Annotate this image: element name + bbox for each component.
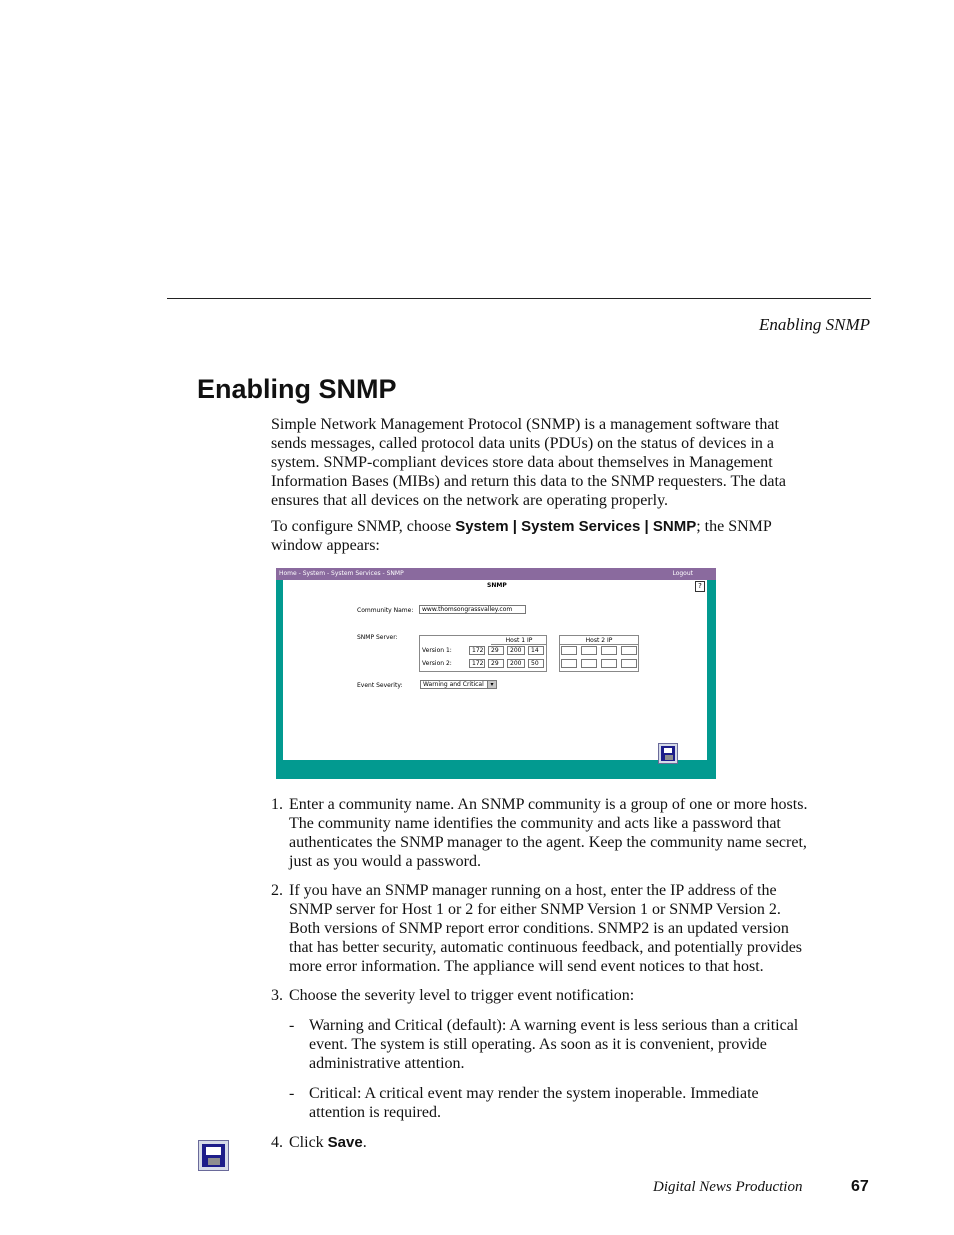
step-number: 3. [271, 987, 283, 1004]
community-name-input[interactable]: www.thomsongrassvalley.com [419, 605, 526, 614]
header-rule [167, 298, 871, 299]
save-icon-margin [198, 1140, 229, 1171]
v1-host1-octet3[interactable]: 200 [507, 646, 525, 655]
snmp-form-panel [283, 580, 707, 760]
step-text: Choose the severity level to trigger event notification: [289, 987, 635, 1004]
host1-header: Host 1 IP [491, 637, 547, 645]
step-text: If you have an SNMP manager running on a host, enter the IP address of the SNMP server for Host 1 or 2 for either SNMP Version 1 or SNMP Version 2. Both versions of SNMP report error conditions. SNMP2 is an updated version that has better security, automatic continuous feedback, and potentially provides more error information. The appliance will send event notices to that host. [289, 882, 803, 975]
form-heading: SNMP [487, 582, 507, 589]
bullet-dash: - [289, 1085, 295, 1102]
option-text: Critical: A critical event may render the system inoperable. Immediate attention is required. [309, 1085, 759, 1121]
v2-host1-octet1[interactable]: 172 [469, 659, 485, 668]
step-number: 2. [271, 882, 283, 899]
severity-option-critical [271, 1084, 811, 1122]
v2-host2-octet1[interactable] [561, 659, 577, 668]
save-button[interactable] [658, 743, 678, 764]
community-label: Community Name: [357, 607, 414, 614]
save-action-label: Save [327, 1134, 363, 1151]
event-severity-value: Warning and Critical [423, 681, 484, 688]
breadcrumb[interactable]: Home - System - System Services - SNMP [279, 570, 404, 577]
bullet-dash: - [289, 1017, 295, 1034]
step-number: 1. [271, 796, 283, 813]
severity-option-warning [271, 1016, 811, 1073]
floppy-disk-icon [661, 746, 675, 761]
v2-host2-octet4[interactable] [621, 659, 637, 668]
v2-host2-octet3[interactable] [601, 659, 617, 668]
v2-host1-octet4[interactable]: 50 [528, 659, 544, 668]
logout-link[interactable]: Logout [672, 570, 693, 577]
snmp-window-screenshot [276, 568, 716, 779]
version1-label: Version 1: [422, 647, 452, 654]
version2-label: Version 2: [422, 660, 452, 667]
section-title: Enabling SNMP [197, 374, 397, 404]
chevron-down-icon[interactable]: ▾ [487, 681, 496, 688]
v1-host2-octet2[interactable] [581, 646, 597, 655]
steps-list [271, 795, 811, 1152]
page-number: 67 [851, 1178, 869, 1195]
footer-title: Digital News Production [653, 1179, 803, 1195]
running-head: Enabling SNMP [759, 315, 870, 334]
step-4 [271, 1133, 811, 1152]
v2-host2-octet2[interactable] [581, 659, 597, 668]
configure-prefix: To configure SNMP, choose [271, 518, 456, 535]
option-text: Warning and Critical (default): A warning event is less serious than a critical event. The system is still operating. As soon as it is convenient, provide administrative attention. [309, 1017, 799, 1072]
v1-host2-octet1[interactable] [561, 646, 577, 655]
snmp-server-label: SNMP Server: [357, 634, 398, 641]
intro-paragraph [271, 415, 811, 510]
step-text: Enter a community name. An SNMP community is a group of one or more hosts. The community name identifies the community and acts like a password that authenticates the SNMP manager to the agent. Keep the community name secret, just as you would a password. [289, 796, 808, 870]
configure-text [271, 517, 811, 555]
v1-host1-octet1[interactable]: 172 [469, 646, 485, 655]
v1-host2-octet4[interactable] [621, 646, 637, 655]
step-4-prefix: Click [289, 1134, 328, 1151]
v1-host2-octet3[interactable] [601, 646, 617, 655]
step-1 [271, 795, 811, 871]
event-severity-select[interactable] [420, 680, 497, 689]
menu-path: System | System Services | SNMP [455, 518, 697, 535]
event-severity-label: Event Severity: [357, 682, 403, 689]
step-3 [271, 986, 811, 1005]
window-title-bar [276, 568, 716, 580]
v2-host1-octet3[interactable]: 200 [507, 659, 525, 668]
floppy-disk-icon [202, 1144, 225, 1167]
step-number: 4. [271, 1134, 283, 1151]
step-2 [271, 881, 811, 976]
configure-suffix: ; the SNMP window appears: [271, 518, 772, 554]
configure-paragraph [271, 517, 811, 555]
host2-header: Host 2 IP [560, 637, 638, 645]
v1-host1-octet4[interactable]: 14 [528, 646, 544, 655]
step-4-suffix: . [362, 1134, 367, 1151]
v1-host1-octet2[interactable]: 29 [488, 646, 504, 655]
intro-text: Simple Network Management Protocol (SNMP) is a management software that sends messages, called protocol data units (PDUs) on the status of devices in a system. SNMP-compliant devices store data about themselves in Management Information Bases (MIBs) and return this data to the SNMP requesters. The data ensures that all devices on the network are operating properly. [271, 416, 786, 509]
v2-host1-octet2[interactable]: 29 [488, 659, 504, 668]
help-icon[interactable]: ? [695, 581, 705, 592]
